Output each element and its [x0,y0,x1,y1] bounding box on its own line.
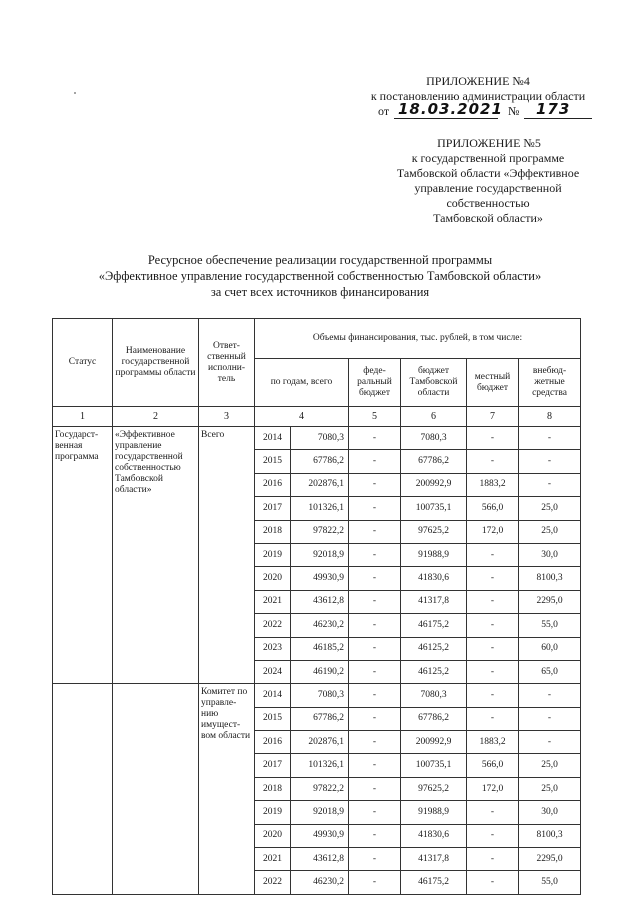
local-cell: 172,0 [467,520,519,543]
total-cell: 46230,2 [291,614,349,637]
regional-cell: 100735,1 [401,754,467,777]
appendix5-line-3: управление государственной [414,181,562,195]
extrabudget-cell: 25,0 [519,497,581,520]
regional-cell: 46125,2 [401,660,467,683]
federal-cell: - [349,801,401,824]
local-cell: 566,0 [467,497,519,520]
year-cell: 2016 [255,731,291,754]
table-row [53,684,581,707]
program-name-cell [113,684,199,895]
year-cell: 2019 [255,801,291,824]
regional-cell: 67786,2 [401,450,467,473]
regional-cell: 97625,2 [401,520,467,543]
column-numbers-row [53,407,581,427]
extrabudget-cell: 65,0 [519,660,581,683]
extrabudget-cell: 30,0 [519,801,581,824]
extrabudget-cell: 8100,3 [519,824,581,847]
number-prefix: № [508,104,520,118]
regional-cell: 46125,2 [401,637,467,660]
total-cell: 46185,2 [291,637,349,660]
appendix4-title: ПРИЛОЖЕНИЕ №4 [426,74,530,88]
doc-title-line-1: Ресурсное обеспечение реализации государственной программы [147,253,493,267]
extrabudget-cell: - [519,450,581,473]
doc-title-line-2: «Эффективное управление государственной собственностью Тамбовской области» [98,269,542,283]
col-header-regional: бюджет Тамбовской области [401,359,467,407]
col-header-total: по годам, всего [255,359,349,407]
total-cell: 97822,2 [291,777,349,800]
extrabudget-cell: 2295,0 [519,590,581,613]
regional-cell: 91988,9 [401,543,467,566]
federal-cell: - [349,754,401,777]
total-cell: 67786,2 [291,450,349,473]
year-cell: 2021 [255,848,291,871]
federal-cell: - [349,848,401,871]
extrabudget-cell: 2295,0 [519,848,581,871]
federal-cell: - [349,590,401,613]
federal-cell: - [349,777,401,800]
year-cell: 2014 [255,684,291,707]
col-number: 4 [255,407,349,427]
year-cell: 2016 [255,473,291,496]
col-header-local: местный бюджет [467,359,519,407]
total-cell: 101326,1 [291,497,349,520]
appendix5-line-4: собственностью [446,196,530,210]
total-cell: 202876,1 [291,731,349,754]
appendix5-line-1: к государственной программе [411,151,565,165]
extrabudget-cell: - [519,731,581,754]
regional-cell: 46175,2 [401,871,467,894]
responsible-cell: Комитет по управле-нию имущест-вом области [199,684,255,895]
year-cell: 2022 [255,614,291,637]
year-cell: 2020 [255,824,291,847]
extrabudget-cell: 25,0 [519,754,581,777]
regional-cell: 91988,9 [401,801,467,824]
federal-cell: - [349,660,401,683]
local-cell: - [467,590,519,613]
local-cell: - [467,427,519,450]
federal-cell: - [349,824,401,847]
extrabudget-cell: 30,0 [519,543,581,566]
federal-cell: - [349,543,401,566]
federal-cell: - [349,707,401,730]
federal-cell: - [349,731,401,754]
total-cell: 97822,2 [291,520,349,543]
federal-cell: - [349,637,401,660]
federal-cell: - [349,871,401,894]
total-cell: 67786,2 [291,707,349,730]
year-cell: 2014 [255,427,291,450]
year-cell: 2015 [255,707,291,730]
doc-title-line-3: за счет всех источников финансирования [210,285,430,299]
total-cell: 101326,1 [291,754,349,777]
col-number: 3 [199,407,255,427]
regional-cell: 7080,3 [401,684,467,707]
extrabudget-cell: 60,0 [519,637,581,660]
federal-cell: - [349,427,401,450]
date-handwritten: 18.03.2021 [398,100,503,118]
federal-cell: - [349,614,401,637]
extrabudget-cell: - [519,427,581,450]
total-cell: 43612,8 [291,590,349,613]
col-number: 7 [467,407,519,427]
program-name-cell: «Эффективное управление государственной собственностью Тамбовской области» [113,427,199,684]
total-cell: 49930,9 [291,824,349,847]
regional-cell: 200992,9 [401,731,467,754]
responsible-cell: Всего [199,427,255,684]
year-cell: 2023 [255,637,291,660]
regional-cell: 46175,2 [401,614,467,637]
federal-cell: - [349,450,401,473]
year-cell: 2020 [255,567,291,590]
federal-cell: - [349,473,401,496]
scan-speck [74,92,76,94]
date-underline [394,100,503,119]
local-cell: - [467,801,519,824]
status-cell: Государст-венная программа [53,427,113,684]
year-cell: 2024 [255,660,291,683]
year-cell: 2018 [255,777,291,800]
appendix4-reference: к постановлению администрации области [370,89,586,103]
regional-cell: 97625,2 [401,777,467,800]
local-cell: 1883,2 [467,473,519,496]
regional-cell: 200992,9 [401,473,467,496]
total-cell: 92018,9 [291,543,349,566]
total-cell: 202876,1 [291,473,349,496]
total-cell: 46230,2 [291,871,349,894]
federal-cell: - [349,567,401,590]
col-number: 6 [401,407,467,427]
col-header-name: Наименование государственной программы области [113,319,199,407]
appendix5-line-5: Тамбовской области» [433,211,543,225]
col-number: 1 [53,407,113,427]
local-cell: - [467,543,519,566]
total-cell: 43612,8 [291,848,349,871]
local-cell: - [467,848,519,871]
regional-cell: 41317,8 [401,590,467,613]
local-cell: - [467,707,519,730]
local-cell: - [467,614,519,637]
extrabudget-cell: - [519,707,581,730]
local-cell: 172,0 [467,777,519,800]
local-cell: - [467,567,519,590]
financing-table [52,318,581,895]
col-header-status: Статус [53,319,113,407]
appendix5-line-2: Тамбовской области «Эффективное [396,166,580,180]
local-cell: - [467,637,519,660]
year-cell: 2022 [255,871,291,894]
local-cell: - [467,871,519,894]
local-cell: - [467,450,519,473]
year-cell: 2015 [255,450,291,473]
extrabudget-cell: 8100,3 [519,567,581,590]
regional-cell: 100735,1 [401,497,467,520]
number-handwritten: 173 [536,100,571,118]
date-prefix: от [378,104,390,118]
regional-cell: 41830,6 [401,824,467,847]
col-number: 5 [349,407,401,427]
appendix5-title: ПРИЛОЖЕНИЕ №5 [437,136,541,150]
local-cell: 566,0 [467,754,519,777]
table-row [53,427,581,450]
col-header-extrabudget: внебюд-жетные средства [519,359,581,407]
col-header-volumes: Объемы финансирования, тыс. рублей, в том числе: [255,319,581,359]
local-cell: 1883,2 [467,731,519,754]
total-cell: 49930,9 [291,567,349,590]
total-cell: 7080,3 [291,427,349,450]
year-cell: 2017 [255,497,291,520]
extrabudget-cell: 55,0 [519,614,581,637]
col-number: 8 [519,407,581,427]
col-header-federal: феде-ральный бюджет [349,359,401,407]
year-cell: 2021 [255,590,291,613]
extrabudget-cell: 25,0 [519,520,581,543]
year-cell: 2018 [255,520,291,543]
regional-cell: 41317,8 [401,848,467,871]
number-underline [524,101,592,119]
federal-cell: - [349,684,401,707]
header-row-1 [53,319,581,359]
extrabudget-cell: 25,0 [519,777,581,800]
federal-cell: - [349,520,401,543]
regional-cell: 41830,6 [401,567,467,590]
extrabudget-cell: 55,0 [519,871,581,894]
col-number: 2 [113,407,199,427]
extrabudget-cell: - [519,684,581,707]
local-cell: - [467,684,519,707]
total-cell: 7080,3 [291,684,349,707]
extrabudget-cell: - [519,473,581,496]
year-cell: 2017 [255,754,291,777]
status-cell [53,684,113,895]
col-header-responsible: Ответ-ственный исполни-тель [199,319,255,407]
total-cell: 92018,9 [291,801,349,824]
local-cell: - [467,824,519,847]
federal-cell: - [349,497,401,520]
regional-cell: 7080,3 [401,427,467,450]
local-cell: - [467,660,519,683]
regional-cell: 67786,2 [401,707,467,730]
total-cell: 46190,2 [291,660,349,683]
year-cell: 2019 [255,543,291,566]
